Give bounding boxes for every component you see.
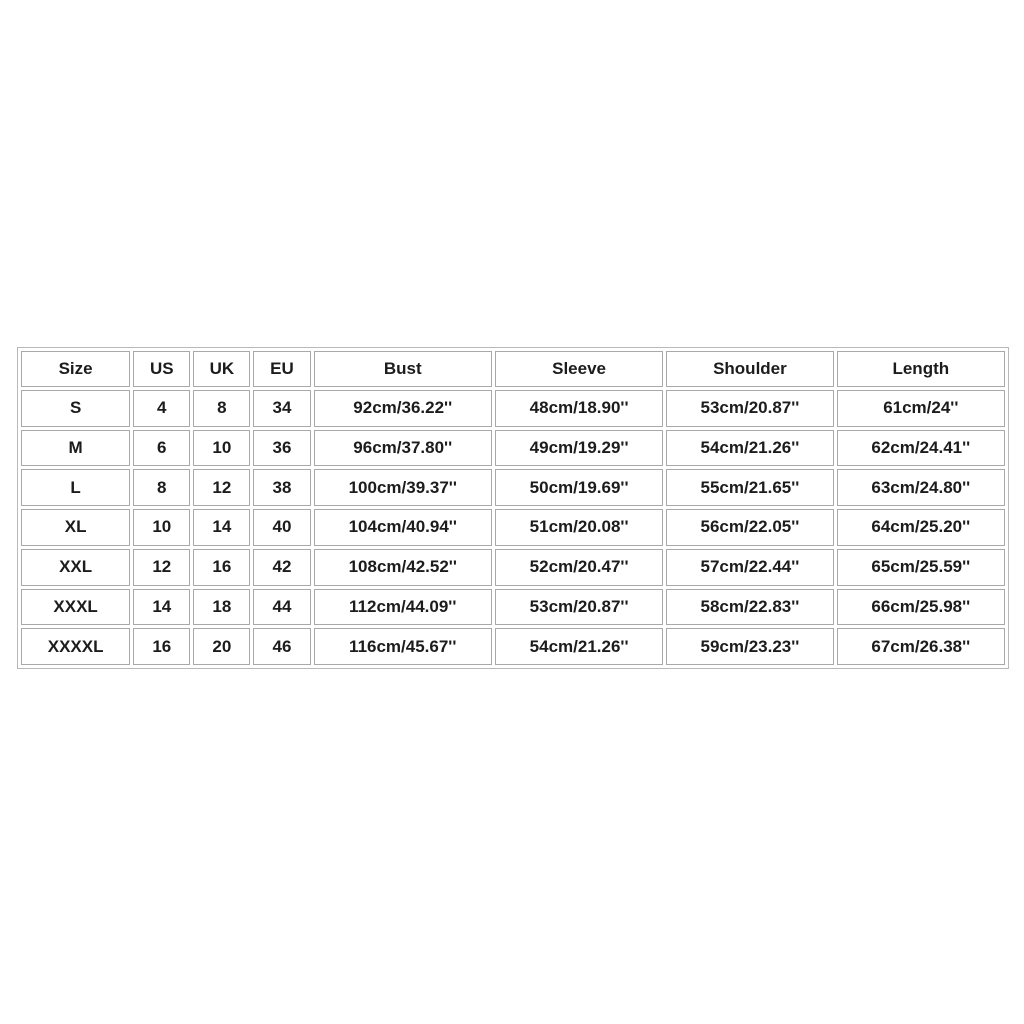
us-cell: 12 (133, 549, 190, 586)
table-row (21, 549, 1005, 586)
uk-cell: 12 (193, 469, 250, 506)
header-cell-us: US (133, 351, 190, 387)
shoulder-cell: 57cm/22.44'' (666, 549, 833, 586)
header-cell-length: Length (837, 351, 1005, 387)
sleeve-cell: 48cm/18.90'' (495, 390, 663, 427)
eu-cell: 42 (253, 549, 310, 586)
uk-cell: 20 (193, 628, 250, 665)
shoulder-cell: 55cm/21.65'' (666, 469, 833, 506)
sleeve-cell: 51cm/20.08'' (495, 509, 663, 546)
size-cell: XXXXL (21, 628, 130, 665)
shoulder-cell: 53cm/20.87'' (666, 390, 833, 427)
eu-cell: 34 (253, 390, 310, 427)
bust-cell: 92cm/36.22'' (314, 390, 492, 427)
length-cell: 63cm/24.80'' (837, 469, 1005, 506)
bust-cell: 116cm/45.67'' (314, 628, 492, 665)
eu-cell: 36 (253, 430, 310, 467)
uk-cell: 18 (193, 589, 250, 626)
length-cell: 61cm/24'' (837, 390, 1005, 427)
shoulder-cell: 58cm/22.83'' (666, 589, 833, 626)
sleeve-cell: 52cm/20.47'' (495, 549, 663, 586)
header-cell-bust: Bust (314, 351, 492, 387)
table-row (21, 390, 1005, 427)
header-row (21, 351, 1005, 387)
uk-cell: 14 (193, 509, 250, 546)
us-cell: 14 (133, 589, 190, 626)
size-cell: L (21, 469, 130, 506)
uk-cell: 16 (193, 549, 250, 586)
eu-cell: 46 (253, 628, 310, 665)
sleeve-cell: 50cm/19.69'' (495, 469, 663, 506)
size-cell: S (21, 390, 130, 427)
us-cell: 4 (133, 390, 190, 427)
header-cell-size: Size (21, 351, 130, 387)
shoulder-cell: 56cm/22.05'' (666, 509, 833, 546)
sleeve-cell: 53cm/20.87'' (495, 589, 663, 626)
us-cell: 10 (133, 509, 190, 546)
table-row (21, 509, 1005, 546)
shoulder-cell: 59cm/23.23'' (666, 628, 833, 665)
bust-cell: 104cm/40.94'' (314, 509, 492, 546)
length-cell: 64cm/25.20'' (837, 509, 1005, 546)
us-cell: 8 (133, 469, 190, 506)
uk-cell: 8 (193, 390, 250, 427)
length-cell: 65cm/25.59'' (837, 549, 1005, 586)
eu-cell: 44 (253, 589, 310, 626)
eu-cell: 38 (253, 469, 310, 506)
sleeve-cell: 49cm/19.29'' (495, 430, 663, 467)
bust-cell: 112cm/44.09'' (314, 589, 492, 626)
header-cell-sleeve: Sleeve (495, 351, 663, 387)
size-chart-table (17, 347, 1009, 669)
us-cell: 16 (133, 628, 190, 665)
shoulder-cell: 54cm/21.26'' (666, 430, 833, 467)
size-cell: XL (21, 509, 130, 546)
sleeve-cell: 54cm/21.26'' (495, 628, 663, 665)
bust-cell: 96cm/37.80'' (314, 430, 492, 467)
size-cell: XXL (21, 549, 130, 586)
uk-cell: 10 (193, 430, 250, 467)
table-row (21, 430, 1005, 467)
table-row (21, 469, 1005, 506)
length-cell: 66cm/25.98'' (837, 589, 1005, 626)
header-cell-eu: EU (253, 351, 310, 387)
bust-cell: 100cm/39.37'' (314, 469, 492, 506)
size-cell: XXXL (21, 589, 130, 626)
length-cell: 62cm/24.41'' (837, 430, 1005, 467)
size-cell: M (21, 430, 130, 467)
us-cell: 6 (133, 430, 190, 467)
eu-cell: 40 (253, 509, 310, 546)
length-cell: 67cm/26.38'' (837, 628, 1005, 665)
header-cell-uk: UK (193, 351, 250, 387)
table-row (21, 589, 1005, 626)
table-row (21, 628, 1005, 665)
bust-cell: 108cm/42.52'' (314, 549, 492, 586)
header-cell-shoulder: Shoulder (666, 351, 833, 387)
